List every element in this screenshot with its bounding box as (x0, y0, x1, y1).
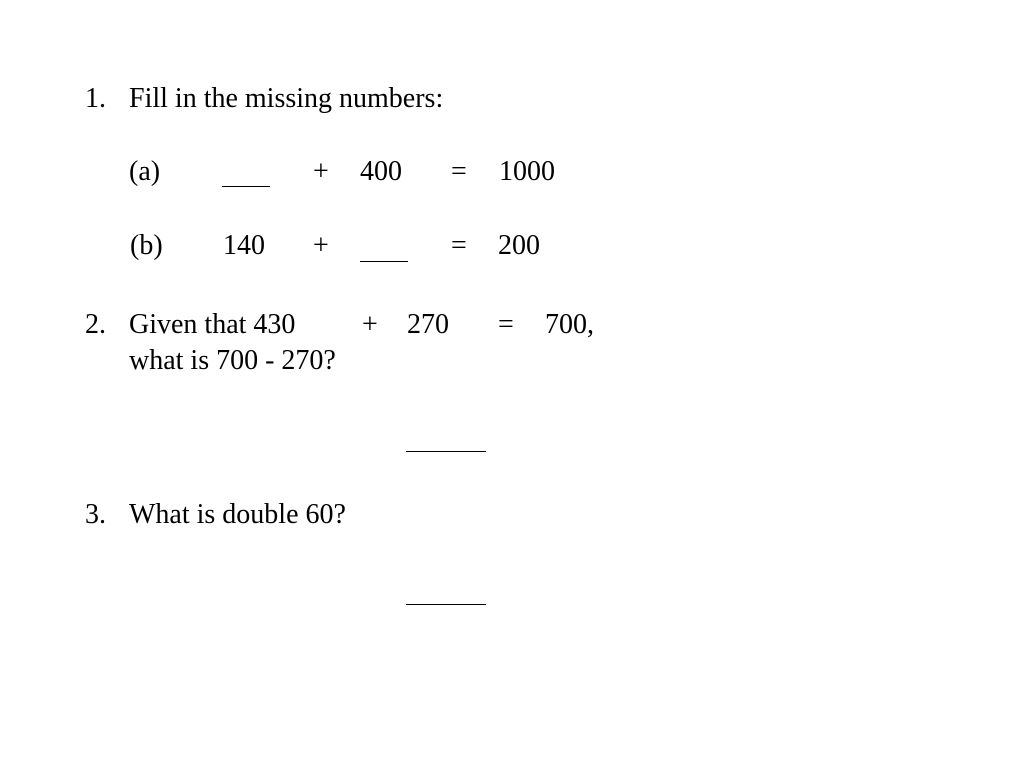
answer-blank[interactable] (406, 451, 486, 452)
result: 200 (498, 230, 540, 261)
question-number: 1. (85, 83, 106, 114)
question-number: 3. (85, 499, 106, 530)
result: 700, (545, 309, 594, 340)
question-prompt: What is double 60? (129, 499, 346, 530)
question-prompt: Fill in the missing numbers: (129, 83, 444, 114)
answer-blank[interactable] (360, 261, 408, 262)
equals-sign: = (498, 309, 514, 340)
part-label: (b) (130, 230, 163, 261)
question-prompt: Given that 430 (129, 309, 296, 340)
answer-blank[interactable] (222, 186, 270, 187)
equals-sign: = (451, 230, 467, 261)
result: 1000 (499, 156, 555, 187)
operand: 400 (360, 156, 402, 187)
part-label: (a) (129, 156, 161, 187)
plus-operator: + (313, 230, 329, 261)
equals-sign: = (451, 156, 467, 187)
operand: 140 (223, 230, 265, 261)
plus-operator: + (362, 309, 378, 340)
question-number: 2. (85, 309, 106, 340)
answer-blank[interactable] (406, 604, 486, 605)
plus-operator: + (313, 156, 329, 187)
question-prompt-line-2: what is 700 - 270? (129, 345, 336, 376)
operand: 270 (407, 309, 449, 340)
